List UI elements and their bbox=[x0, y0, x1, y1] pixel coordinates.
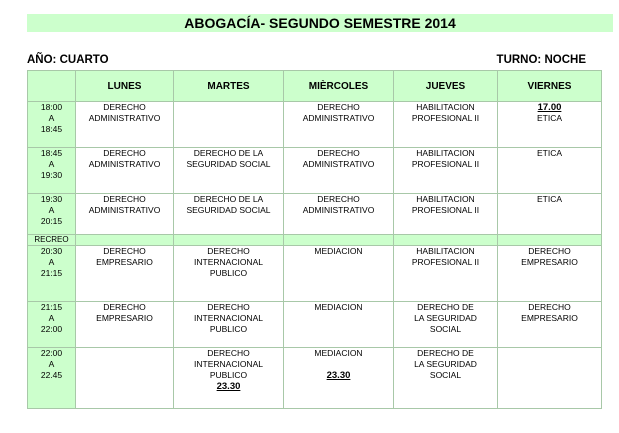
table-row bbox=[28, 194, 602, 235]
time-cell bbox=[28, 102, 76, 148]
class-cell bbox=[498, 102, 602, 148]
recess-cell bbox=[174, 235, 284, 246]
subject-line: ETICA bbox=[536, 148, 563, 158]
recess-cell bbox=[76, 235, 174, 246]
time-end: 18:45 bbox=[40, 124, 63, 134]
subject-line: PROFESIONAL II bbox=[411, 205, 480, 215]
subject-line: PUBLICO bbox=[209, 324, 248, 334]
table-row bbox=[28, 348, 602, 409]
subject-line: HABILITACION bbox=[416, 102, 475, 112]
recess-label: RECREO bbox=[28, 235, 76, 246]
shift-label: TURNO: NOCHE bbox=[496, 54, 586, 66]
time-sep: A bbox=[48, 159, 55, 169]
class-cell bbox=[284, 246, 394, 302]
subject-line: DERECHO bbox=[103, 302, 146, 312]
subject-line: SOCIAL bbox=[429, 324, 462, 334]
end-time-note: 23.30 bbox=[216, 381, 241, 392]
empty-cell bbox=[498, 348, 602, 409]
subject-line: INTERNACIONAL bbox=[194, 313, 263, 323]
recess-row bbox=[28, 235, 602, 246]
time-start: 22:00 bbox=[40, 348, 63, 358]
time-end: 20:15 bbox=[40, 216, 63, 226]
subject-line: PUBLICO bbox=[209, 370, 248, 380]
subject-line: INTERNACIONAL bbox=[194, 257, 263, 267]
time-sep: A bbox=[48, 113, 55, 123]
subject-line: DERECHO bbox=[528, 246, 571, 256]
class-cell bbox=[76, 246, 174, 302]
subject-line: DERECHO DE bbox=[417, 348, 474, 358]
subject-line: MEDIACION bbox=[314, 348, 363, 358]
time-end: 19:30 bbox=[40, 170, 63, 180]
subject-line: DERECHO DE bbox=[417, 302, 474, 312]
day-header-jueves: JUEVES bbox=[394, 71, 498, 102]
subject-line: ETICA bbox=[536, 194, 563, 204]
subject-line: SEGURIDAD SOCIAL bbox=[186, 159, 271, 169]
day-header-viernes: VIERNES bbox=[498, 71, 602, 102]
year-label: AÑO: CUARTO bbox=[27, 54, 109, 66]
class-cell bbox=[174, 148, 284, 194]
subject-line: INTERNACIONAL bbox=[194, 359, 263, 369]
time-cell bbox=[28, 194, 76, 235]
class-cell bbox=[284, 194, 394, 235]
class-cell bbox=[394, 148, 498, 194]
subject-line: DERECHO bbox=[103, 102, 146, 112]
subject-line: PUBLICO bbox=[209, 268, 248, 278]
class-cell bbox=[284, 348, 394, 409]
subject-line: DERECHO bbox=[103, 194, 146, 204]
subject-line: SEGURIDAD SOCIAL bbox=[186, 205, 271, 215]
time-cell bbox=[28, 148, 76, 194]
class-cell bbox=[498, 194, 602, 235]
table-row bbox=[28, 246, 602, 302]
subject-line: ETICA bbox=[536, 113, 563, 123]
time-start: 18:00 bbox=[40, 102, 63, 112]
subject-line: DERECHO bbox=[103, 148, 146, 158]
recess-cell bbox=[394, 235, 498, 246]
class-cell bbox=[76, 102, 174, 148]
subject-line: DERECHO DE LA bbox=[193, 194, 264, 204]
class-cell bbox=[498, 246, 602, 302]
class-cell bbox=[174, 246, 284, 302]
time-cell bbox=[28, 302, 76, 348]
empty-cell bbox=[76, 348, 174, 409]
class-cell bbox=[498, 148, 602, 194]
class-cell bbox=[284, 302, 394, 348]
corner-cell bbox=[28, 71, 76, 102]
subject-line: DERECHO bbox=[207, 302, 250, 312]
time-sep: A bbox=[48, 313, 55, 323]
time-sep: A bbox=[48, 359, 55, 369]
subject-line: MEDIACION bbox=[314, 302, 363, 312]
subject-line: DERECHO bbox=[317, 148, 360, 158]
class-cell bbox=[76, 302, 174, 348]
recess-cell bbox=[498, 235, 602, 246]
subject-line: EMPRESARIO bbox=[521, 313, 578, 323]
subject-line: HABILITACION bbox=[416, 246, 475, 256]
subject-line: EMPRESARIO bbox=[521, 257, 578, 267]
class-cell bbox=[174, 348, 284, 409]
subject-line: PROFESIONAL II bbox=[411, 159, 480, 169]
class-cell bbox=[394, 246, 498, 302]
time-sep: A bbox=[48, 205, 55, 215]
table-row bbox=[28, 102, 602, 148]
class-cell bbox=[394, 302, 498, 348]
subject-line: HABILITACION bbox=[416, 148, 475, 158]
subject-line: EMPRESARIO bbox=[96, 313, 153, 323]
time-start: 18:45 bbox=[40, 148, 63, 158]
subject-line: ADMINISTRATIVO bbox=[302, 159, 375, 169]
subject-line: LA SEGURIDAD bbox=[414, 313, 477, 323]
start-time-note: 17.00 bbox=[537, 102, 562, 113]
subject-line: DERECHO bbox=[103, 246, 146, 256]
class-cell bbox=[174, 302, 284, 348]
time-sep: A bbox=[48, 257, 55, 267]
subject-line: EMPRESARIO bbox=[96, 257, 153, 267]
time-start: 19:30 bbox=[40, 194, 63, 204]
class-cell bbox=[498, 302, 602, 348]
time-cell bbox=[28, 246, 76, 302]
subject-line: ADMINISTRATIVO bbox=[88, 159, 161, 169]
subject-line: ADMINISTRATIVO bbox=[302, 205, 375, 215]
time-end: 22:00 bbox=[40, 324, 63, 334]
subject-line: DERECHO DE LA bbox=[193, 148, 264, 158]
recess-cell bbox=[284, 235, 394, 246]
subject-line: ADMINISTRATIVO bbox=[302, 113, 375, 123]
subject-line: PROFESIONAL II bbox=[411, 113, 480, 123]
time-end: 22.45 bbox=[40, 370, 63, 380]
time-start: 20:30 bbox=[40, 246, 63, 256]
page-title: ABOGACÍA- SEGUNDO SEMESTRE 2014 bbox=[27, 14, 613, 32]
class-cell bbox=[394, 348, 498, 409]
subject-line: DERECHO bbox=[207, 348, 250, 358]
end-time-note: 23.30 bbox=[326, 370, 351, 381]
subject-line: DERECHO bbox=[317, 102, 360, 112]
subject-line: DERECHO bbox=[207, 246, 250, 256]
subject-line: PROFESIONAL II bbox=[411, 257, 480, 267]
time-cell bbox=[28, 348, 76, 409]
subject-line: HABILITACION bbox=[416, 194, 475, 204]
class-cell bbox=[174, 194, 284, 235]
day-header-miercoles: MIÈRCOLES bbox=[284, 71, 394, 102]
table-row bbox=[28, 148, 602, 194]
time-end: 21:15 bbox=[40, 268, 63, 278]
subject-line: MEDIACION bbox=[314, 246, 363, 256]
subject-line: LA SEGURIDAD bbox=[414, 359, 477, 369]
empty-cell bbox=[174, 102, 284, 148]
class-cell bbox=[76, 148, 174, 194]
class-cell bbox=[284, 102, 394, 148]
day-header-lunes: LUNES bbox=[76, 71, 174, 102]
table-row bbox=[28, 302, 602, 348]
time-start: 21:15 bbox=[40, 302, 63, 312]
day-header-martes: MARTES bbox=[174, 71, 284, 102]
header-row bbox=[28, 71, 602, 102]
subject-line: ADMINISTRATIVO bbox=[88, 113, 161, 123]
subject-line: DERECHO bbox=[528, 302, 571, 312]
class-cell bbox=[394, 194, 498, 235]
subject-line: SOCIAL bbox=[429, 370, 462, 380]
schedule-table bbox=[27, 70, 602, 409]
class-cell bbox=[394, 102, 498, 148]
subject-line: ADMINISTRATIVO bbox=[88, 205, 161, 215]
class-cell bbox=[76, 194, 174, 235]
subject-line: DERECHO bbox=[317, 194, 360, 204]
class-cell bbox=[284, 148, 394, 194]
